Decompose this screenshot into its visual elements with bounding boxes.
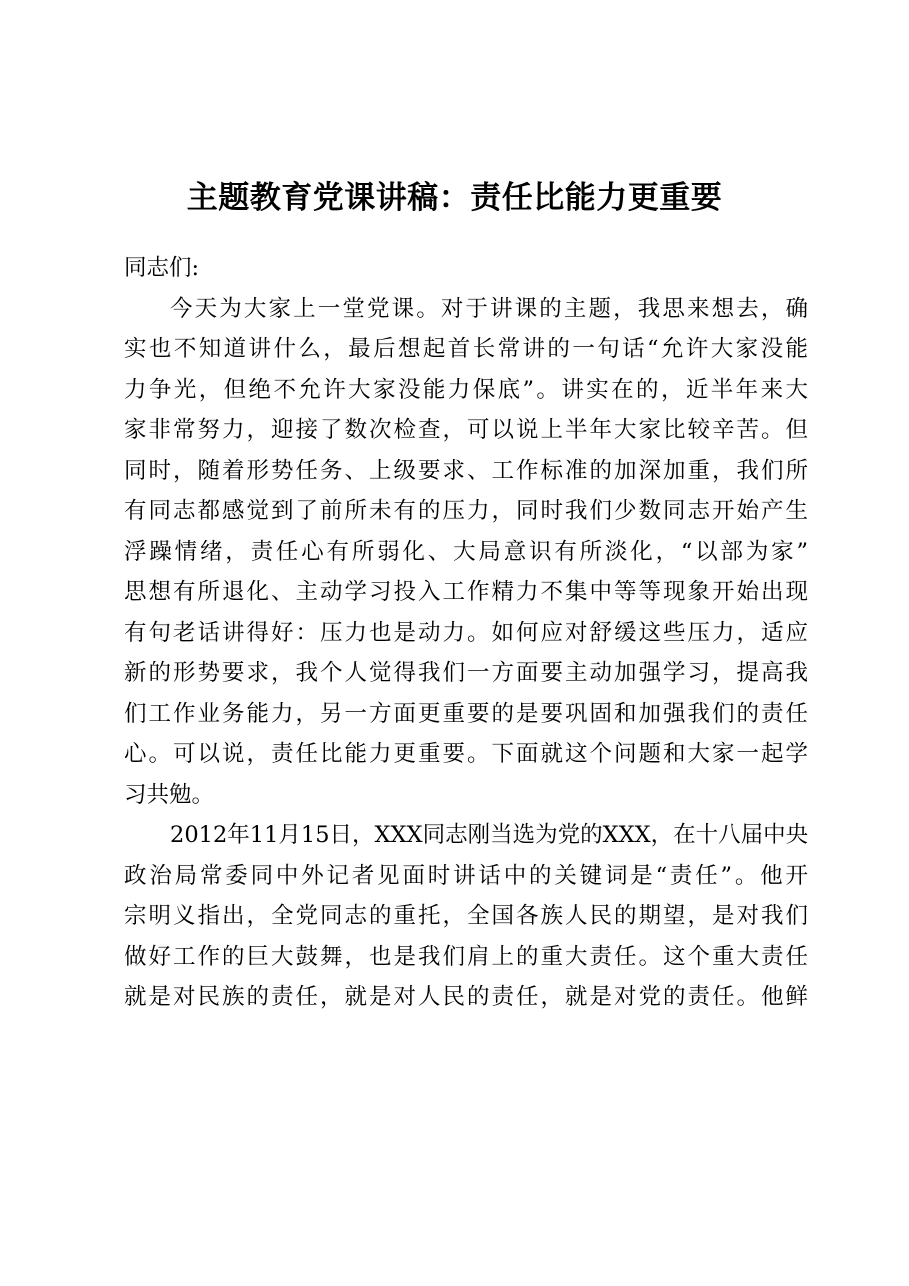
document-title: 主题教育党课讲稿：责任比能力更重要	[186, 180, 723, 216]
salutation: 同志们:	[124, 255, 200, 281]
paragraph-line: 实也不知道讲什么，最后想起首长常讲的一句话“允许大家没能	[124, 336, 808, 362]
paragraph-line: 们工作业务能力，另一方面更重要的是要巩固和加强我们的责任	[124, 700, 808, 727]
paragraph-line: 有句老话讲得好：压力也是动力。如何应对舒缓这些压力，适应	[124, 619, 808, 646]
paragraph-2	[124, 815, 808, 1018]
paragraph-line: 思想有所退化、主动学习投入工作精力不集中等等现象开始出现	[124, 579, 808, 605]
paragraph-line: 就是对民族的责任，就是对人民的责任，就是对党的责任。他鲜	[124, 984, 808, 1010]
paragraph-line: 习共勉。	[124, 781, 215, 808]
paragraph-line: 力争光，但绝不允许大家没能力保底”。讲实在的，近半年来大	[124, 376, 808, 403]
paragraph-line: 家非常努力，迎接了数次检查，可以说上半年大家比较辛苦。但	[124, 417, 808, 443]
paragraph-line: 今天为大家上一堂党课。对于讲课的主题，我思来想去，确	[170, 295, 808, 322]
paragraph-line: 政治局常委同中外记者见面时讲话中的关键词是“责任”。他开	[124, 862, 808, 889]
paragraph-line: 宗明义指出，全党同志的重托，全国各族人民的期望，是对我们	[124, 903, 808, 929]
paragraph-line: 2012年11月15日，XXX同志刚当选为党的XXX，在十八届中央	[170, 822, 808, 848]
paragraph-line: 心。可以说，责任比能力更重要。下面就这个问题和大家一起学	[124, 741, 808, 767]
document-body	[124, 248, 808, 1018]
paragraph-line: 同时，随着形势任务、上级要求、工作标准的加深加重，我们所	[124, 457, 808, 484]
paragraph-line: 浮躁情绪，责任心有所弱化、大局意识有所淡化，“以部为家”	[124, 538, 808, 565]
paragraph-1	[124, 289, 808, 816]
paragraph-line: 新的形势要求，我个人觉得我们一方面要主动加强学习，提高我	[124, 660, 808, 686]
paragraph-line: 有同志都感觉到了前所未有的压力，同时我们少数同志开始产生	[124, 498, 808, 524]
paragraph-line: 做好工作的巨大鼓舞，也是我们肩上的重大责任。这个重大责任	[124, 943, 808, 970]
